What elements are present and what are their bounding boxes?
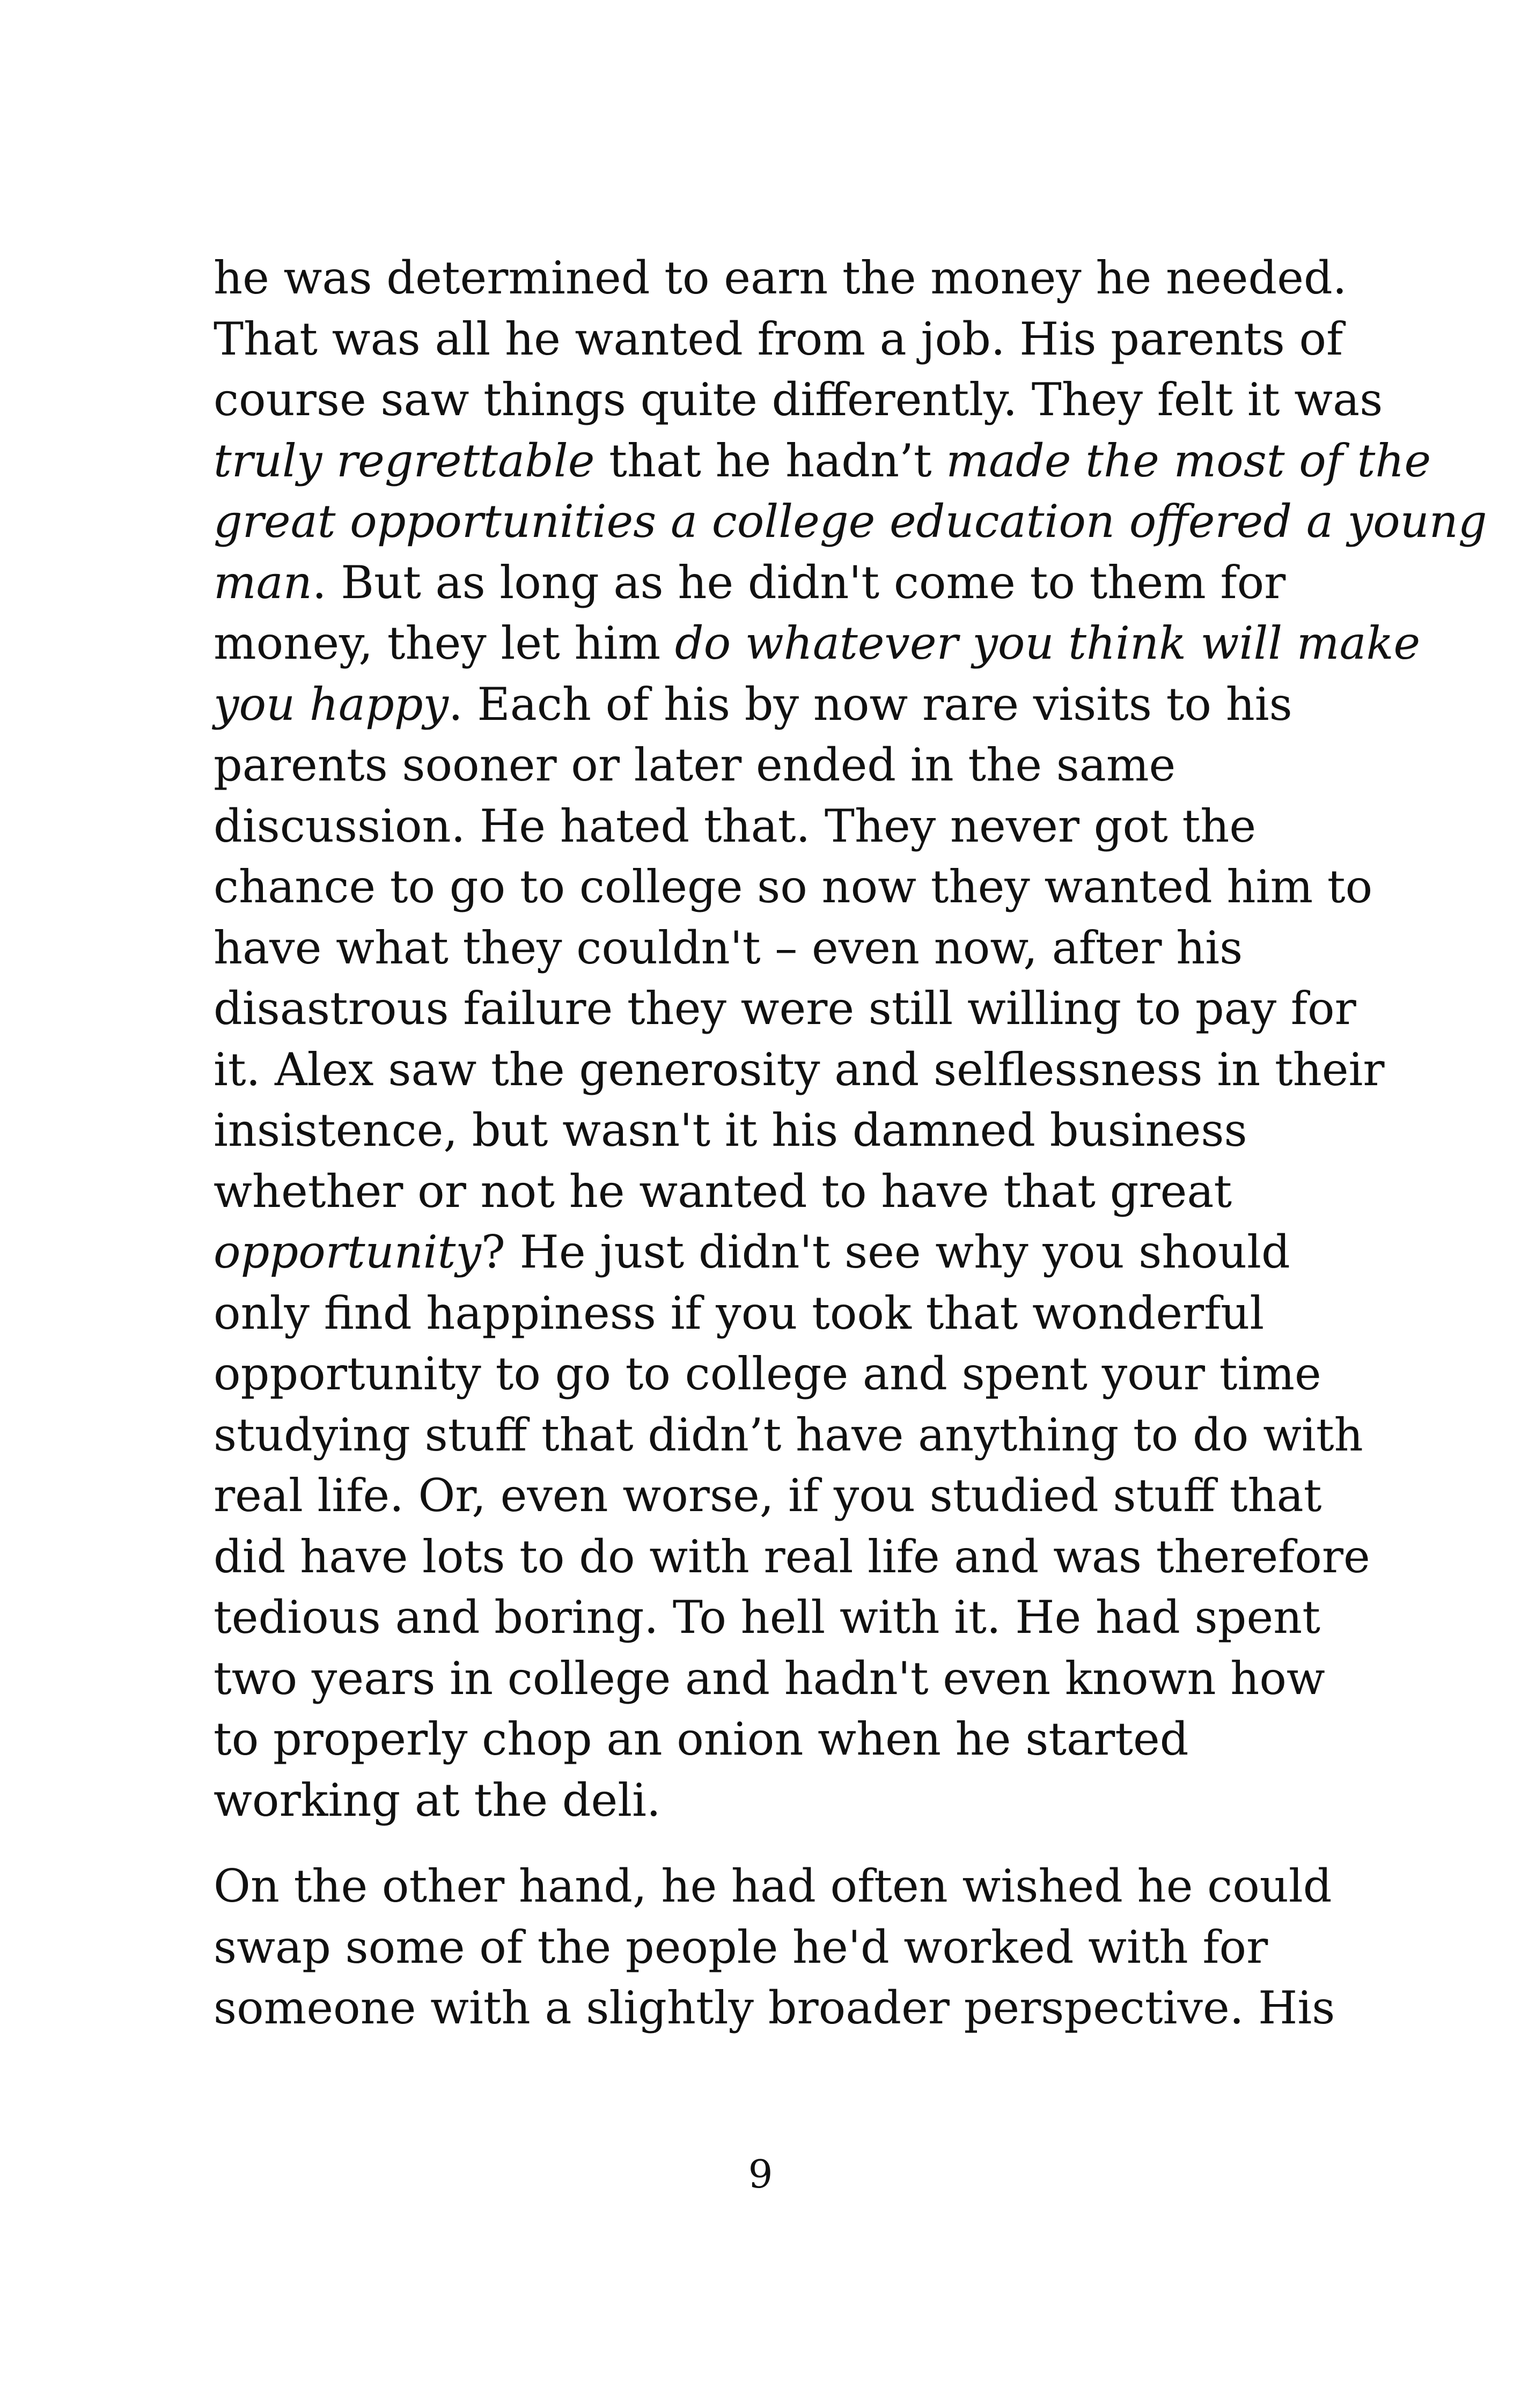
text-run: did have lots to do with real life and was therefore: [214, 1530, 1370, 1583]
text-line: [214, 1283, 1351, 1344]
text-line: [214, 1466, 1351, 1527]
text-line: [214, 431, 1431, 492]
text-run: That was all he wanted from a job. His parents of: [214, 312, 1343, 365]
text-run: two years in college and hadn't even known how: [214, 1652, 1325, 1705]
page-number: 9: [748, 2152, 773, 2197]
text-line: [214, 491, 1487, 553]
text-run: tedious and boring. To hell with it. He had spent: [214, 1591, 1321, 1644]
text-run: course saw things quite differently. They felt it was: [214, 373, 1383, 426]
text-run: parents sooner or later ended in the same: [214, 739, 1176, 791]
body-text: [214, 248, 1487, 2039]
text-line: [214, 857, 1373, 918]
italic-text-run: opportunity: [214, 1226, 481, 1278]
text-line: [214, 1709, 1351, 1770]
text-line: [214, 1917, 1351, 1978]
text-run: money, they let him: [214, 617, 675, 669]
text-run: . Each of his by now rare visits to his: [449, 678, 1292, 731]
italic-text-run: truly regrettable: [214, 434, 595, 487]
text-run: he was determined to earn the money he needed.: [214, 252, 1347, 304]
paragraph: [214, 248, 1487, 1831]
text-line: [214, 1587, 1351, 1648]
text-line: [214, 1040, 1385, 1101]
text-line: [214, 248, 1351, 309]
text-line: [214, 1100, 1351, 1161]
text-line: [214, 1344, 1351, 1405]
text-run: someone with a slightly broader perspective. His: [214, 1982, 1335, 2034]
text-line: [214, 1405, 1363, 1466]
text-line: [214, 735, 1351, 796]
text-line: [214, 309, 1351, 370]
text-line: [214, 553, 1351, 614]
text-run: it. Alex saw the generosity and selflessness in their: [214, 1043, 1385, 1096]
text-run: have what they couldn't – even now, after his: [214, 921, 1243, 974]
text-run: opportunity to go to college and spent your time: [214, 1347, 1321, 1400]
text-line: [214, 613, 1421, 674]
text-line: [214, 1770, 1351, 1831]
text-run: insistence, but wasn't it his damned business: [214, 1104, 1247, 1157]
text-run: only find happiness if you took that wonderful: [214, 1286, 1265, 1339]
italic-text-run: man: [214, 556, 312, 609]
text-line: [214, 1161, 1351, 1223]
text-line: [214, 796, 1351, 857]
text-run: ? He just didn't see why you should: [481, 1226, 1290, 1278]
italic-text-run: great opportunities a college education offered a young: [214, 495, 1487, 548]
text-run: swap some of the people he'd worked with for: [214, 1920, 1268, 1973]
text-line: [214, 978, 1356, 1040]
italic-text-run: made the most of the: [946, 434, 1431, 487]
text-line: [214, 1527, 1370, 1588]
text-line: [214, 674, 1351, 735]
paragraph: [214, 1856, 1351, 2039]
text-run: studying stuff that didn’t have anything to do with: [214, 1408, 1363, 1461]
text-run: whether or not he wanted to have that great: [214, 1165, 1232, 1218]
text-run: disastrous failure they were still willing to pay for: [214, 982, 1356, 1035]
italic-text-run: do whatever you think will make: [674, 617, 1421, 669]
text-run: On the other hand, he had often wished he could: [214, 1860, 1332, 1912]
italic-text-run: you happy: [214, 678, 449, 731]
text-run: working at the deli.: [214, 1773, 661, 1827]
text-run: discussion. He hated that. They never got the: [214, 799, 1257, 852]
text-run: chance to go to college so now they wanted him to: [214, 860, 1373, 913]
text-run: real life. Or, even worse, if you studied stuff that: [214, 1469, 1322, 1522]
text-line: [214, 918, 1351, 979]
text-line: [214, 1222, 1351, 1283]
text-line: [214, 1978, 1351, 2039]
text-run: that he hadn’t: [594, 434, 946, 487]
text-line: [214, 370, 1383, 431]
text-line: [214, 1856, 1351, 1917]
text-run: . But as long as he didn't come to them for: [312, 556, 1286, 609]
text-line: [214, 1648, 1351, 1710]
text-run: to properly chop an onion when he started: [214, 1713, 1189, 1765]
